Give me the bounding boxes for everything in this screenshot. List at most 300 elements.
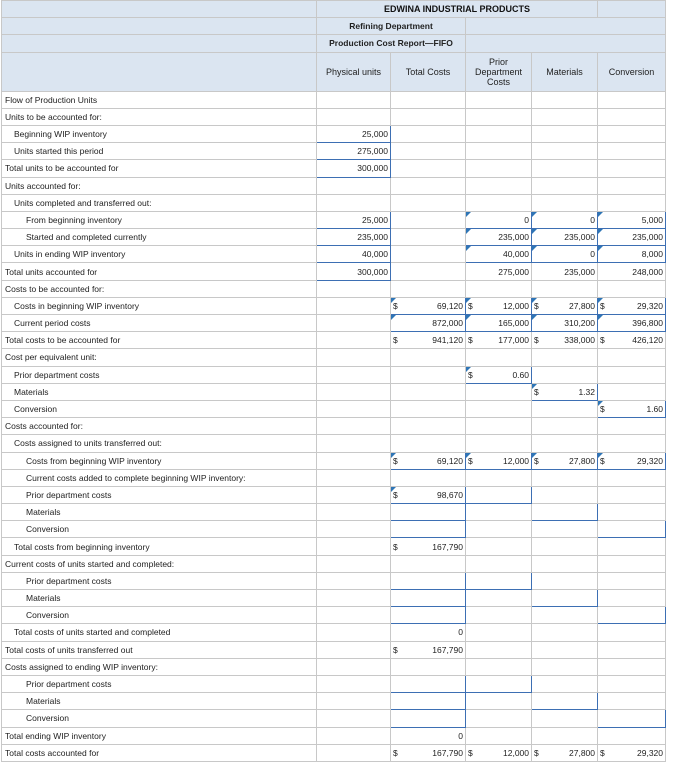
- cell-value: 1.32: [578, 386, 595, 397]
- cell-mat[interactable]: [532, 693, 598, 710]
- cell-prior[interactable]: 40,000: [466, 246, 532, 263]
- cell-mat[interactable]: [532, 590, 598, 607]
- currency-symbol: $: [393, 300, 398, 311]
- cell-value: 338,000: [564, 335, 595, 346]
- row-label: Total costs of units started and completed: [2, 624, 317, 641]
- cell-prior[interactable]: [466, 452, 532, 469]
- table-row: [2, 400, 666, 417]
- cell-mat[interactable]: 0: [532, 211, 598, 228]
- row-label: From beginning inventory: [2, 211, 317, 228]
- cell-mat: [532, 624, 598, 641]
- cell-phys: [317, 418, 391, 435]
- cell-conv: [598, 486, 666, 503]
- cell-conv: [598, 194, 666, 211]
- cell-conv: [598, 418, 666, 435]
- cell-total[interactable]: [391, 572, 466, 589]
- cell-value: 167,790: [432, 541, 463, 552]
- cell-total: [391, 108, 466, 125]
- cell-mat[interactable]: [532, 297, 598, 314]
- row-label: Conversion: [2, 607, 317, 624]
- cell-total[interactable]: [391, 452, 466, 469]
- cell-mat: [532, 91, 598, 108]
- cell-total: 0: [391, 727, 466, 744]
- cell-phys: [317, 383, 391, 400]
- table-row: [2, 555, 666, 572]
- cell-conv: [598, 538, 666, 555]
- cell-phys: [317, 744, 391, 761]
- cell-prior: [466, 143, 532, 160]
- cell-prior[interactable]: [466, 572, 532, 589]
- cell-mat: [532, 607, 598, 624]
- table-row: [2, 744, 666, 761]
- cell-conv[interactable]: [598, 400, 666, 417]
- cell-mat: [532, 194, 598, 211]
- cell-total: [391, 280, 466, 297]
- cell-phys[interactable]: 40,000: [317, 246, 391, 263]
- cell-prior: [466, 383, 532, 400]
- company-title: EDWINA INDUSTRIAL PRODUCTS: [317, 1, 598, 18]
- cell-total: 0: [391, 624, 466, 641]
- cell-total[interactable]: [391, 590, 466, 607]
- row-label: Total costs to be accounted for: [2, 332, 317, 349]
- currency-symbol: $: [468, 335, 473, 346]
- cell-mat: [532, 658, 598, 675]
- cell-conv[interactable]: [598, 710, 666, 727]
- table-row: [2, 177, 666, 194]
- cell-conv: [598, 658, 666, 675]
- cell-conv: [598, 177, 666, 194]
- table-row: [2, 658, 666, 675]
- col-header-materials: Materials: [532, 52, 598, 91]
- table-row: [2, 675, 666, 692]
- cell-conv: [598, 332, 666, 349]
- cell-value: 167,790: [432, 747, 463, 758]
- cell-value: 29,320: [637, 455, 663, 466]
- cell-total: [391, 160, 466, 177]
- cell-mat: [532, 572, 598, 589]
- cell-prior: [466, 177, 532, 194]
- table-row: [2, 211, 666, 228]
- cell-phys: [317, 108, 391, 125]
- cell-mat: [532, 177, 598, 194]
- cell-conv: [598, 693, 666, 710]
- currency-symbol: $: [600, 404, 605, 415]
- table-row: [2, 263, 666, 280]
- cell-total[interactable]: [391, 675, 466, 692]
- cell-value: 29,320: [637, 747, 663, 758]
- row-label: Total costs accounted for: [2, 744, 317, 761]
- cell-prior: [466, 435, 532, 452]
- row-label: Units started this period: [2, 143, 317, 160]
- cell-conv: [598, 160, 666, 177]
- cell-total[interactable]: [391, 504, 466, 521]
- cell-phys: [317, 521, 391, 538]
- cell-prior: [466, 332, 532, 349]
- cell-total: [391, 538, 466, 555]
- cell-conv[interactable]: 396,800: [598, 315, 666, 332]
- cell-conv: [598, 641, 666, 658]
- cell-total: [391, 211, 466, 228]
- cell-conv: [598, 675, 666, 692]
- report-title: Production Cost Report—FIFO: [317, 35, 466, 52]
- row-label: Units completed and transferred out:: [2, 194, 317, 211]
- cell-conv: [598, 572, 666, 589]
- col-header-total-costs: Total Costs: [391, 52, 466, 91]
- table-row: [2, 315, 666, 332]
- currency-symbol: $: [393, 644, 398, 655]
- cell-phys[interactable]: 235,000: [317, 229, 391, 246]
- cell-total: [391, 383, 466, 400]
- currency-symbol: $: [393, 455, 398, 466]
- cell-prior: [466, 504, 532, 521]
- cell-total[interactable]: [391, 693, 466, 710]
- cell-value: 12,000: [503, 747, 529, 758]
- cell-phys: [317, 727, 391, 744]
- cell-value: 69,120: [437, 300, 463, 311]
- cell-mat: [532, 555, 598, 572]
- table-row: [2, 624, 666, 641]
- cell-mat: [532, 349, 598, 366]
- cell-conv[interactable]: [598, 521, 666, 538]
- cell-phys: [317, 504, 391, 521]
- cell-prior: [466, 641, 532, 658]
- table-row: [2, 108, 666, 125]
- cell-prior: [466, 418, 532, 435]
- cell-conv: [598, 91, 666, 108]
- cell-conv[interactable]: [598, 607, 666, 624]
- cell-conv: 248,000: [598, 263, 666, 280]
- cell-phys: [317, 469, 391, 486]
- cell-phys[interactable]: 300,000: [317, 263, 391, 280]
- cell-phys: [317, 435, 391, 452]
- row-label: Costs from beginning WIP inventory: [2, 452, 317, 469]
- cell-phys[interactable]: 275,000: [317, 143, 391, 160]
- table-row: [2, 125, 666, 142]
- table-row: [2, 693, 666, 710]
- cell-conv: [598, 727, 666, 744]
- cell-phys[interactable]: 25,000: [317, 211, 391, 228]
- cell-mat: [532, 675, 598, 692]
- table-row: [2, 332, 666, 349]
- cell-prior: [466, 744, 532, 761]
- cell-phys: [317, 624, 391, 641]
- cell-phys: [317, 400, 391, 417]
- cell-value: 12,000: [503, 300, 529, 311]
- cell-prior[interactable]: 235,000: [466, 229, 532, 246]
- cell-mat: [532, 125, 598, 142]
- cell-total: [391, 555, 466, 572]
- cell-prior: [466, 469, 532, 486]
- row-label: Started and completed currently: [2, 229, 317, 246]
- cell-value: 426,120: [632, 335, 663, 346]
- row-label: Prior department costs: [2, 572, 317, 589]
- cell-conv: [598, 143, 666, 160]
- cell-prior: [466, 538, 532, 555]
- row-label: Total units accounted for: [2, 263, 317, 280]
- table-row: [2, 504, 666, 521]
- cell-phys: [317, 280, 391, 297]
- cell-prior: [466, 624, 532, 641]
- row-label: Conversion: [2, 521, 317, 538]
- currency-symbol: $: [600, 335, 605, 346]
- cell-conv: [598, 504, 666, 521]
- cell-mat: [532, 486, 598, 503]
- cell-phys: [317, 486, 391, 503]
- cell-total: [391, 177, 466, 194]
- cell-phys: [317, 452, 391, 469]
- cell-total[interactable]: [391, 297, 466, 314]
- table-row: [2, 469, 666, 486]
- row-label: Units to be accounted for:: [2, 108, 317, 125]
- cell-prior[interactable]: 165,000: [466, 315, 532, 332]
- cell-phys: [317, 675, 391, 692]
- row-label: Conversion: [2, 400, 317, 417]
- currency-symbol: $: [534, 455, 539, 466]
- cell-total: [391, 143, 466, 160]
- cell-phys: [317, 194, 391, 211]
- cell-mat: [532, 280, 598, 297]
- cell-total[interactable]: 872,000: [391, 315, 466, 332]
- row-label: Prior department costs: [2, 486, 317, 503]
- cell-mat: [532, 400, 598, 417]
- cell-prior[interactable]: [466, 366, 532, 383]
- cell-phys: [317, 315, 391, 332]
- cell-prior: [466, 91, 532, 108]
- table-row: [2, 727, 666, 744]
- cell-conv[interactable]: [598, 297, 666, 314]
- row-label: Materials: [2, 590, 317, 607]
- cell-mat: [532, 160, 598, 177]
- table-row: [2, 143, 666, 160]
- cell-mat: [532, 641, 598, 658]
- cell-total: [391, 418, 466, 435]
- cell-total[interactable]: [391, 710, 466, 727]
- row-label: Costs assigned to ending WIP inventory:: [2, 658, 317, 675]
- row-label: Costs to be accounted for:: [2, 280, 317, 297]
- table-row: [2, 607, 666, 624]
- cell-value: 27,800: [569, 300, 595, 311]
- row-label: Costs in beginning WIP inventory: [2, 297, 317, 314]
- cell-phys: [317, 555, 391, 572]
- currency-symbol: $: [468, 747, 473, 758]
- currency-symbol: $: [600, 747, 605, 758]
- row-label: Units accounted for:: [2, 177, 317, 194]
- cell-value: 29,320: [637, 300, 663, 311]
- cell-total: [391, 469, 466, 486]
- cell-total: [391, 658, 466, 675]
- cell-conv[interactable]: 5,000: [598, 211, 666, 228]
- cell-total: [391, 194, 466, 211]
- cell-conv: [598, 744, 666, 761]
- cell-mat: 235,000: [532, 263, 598, 280]
- cell-value: 98,670: [437, 489, 463, 500]
- currency-symbol: $: [534, 386, 539, 397]
- cell-mat[interactable]: 0: [532, 246, 598, 263]
- cell-prior[interactable]: [466, 486, 532, 503]
- cell-prior[interactable]: 0: [466, 211, 532, 228]
- cell-conv[interactable]: 8,000: [598, 246, 666, 263]
- table-row: [2, 435, 666, 452]
- cell-phys: [317, 607, 391, 624]
- cell-value: 167,790: [432, 644, 463, 655]
- cell-mat: [532, 744, 598, 761]
- col-header-prior-department-costs: Prior Department Costs: [466, 52, 532, 91]
- cell-phys: [317, 366, 391, 383]
- cell-value: 941,120: [432, 335, 463, 346]
- row-label: Total costs from beginning inventory: [2, 538, 317, 555]
- cell-mat: [532, 366, 598, 383]
- row-label: Total ending WIP inventory: [2, 727, 317, 744]
- cell-mat: [532, 332, 598, 349]
- cell-phys: [317, 693, 391, 710]
- cell-conv[interactable]: 235,000: [598, 229, 666, 246]
- cell-mat: [532, 418, 598, 435]
- table-row: [2, 452, 666, 469]
- cell-prior: [466, 349, 532, 366]
- cell-mat[interactable]: [532, 452, 598, 469]
- cell-conv: [598, 555, 666, 572]
- cell-prior: [466, 658, 532, 675]
- table-row: [2, 418, 666, 435]
- cell-value: 177,000: [498, 335, 529, 346]
- currency-symbol: $: [468, 455, 473, 466]
- cell-value: 27,800: [569, 747, 595, 758]
- table-row: [2, 590, 666, 607]
- cell-total: [391, 435, 466, 452]
- row-label: Beginning WIP inventory: [2, 125, 317, 142]
- cell-prior: [466, 710, 532, 727]
- cell-mat: [532, 435, 598, 452]
- cell-mat[interactable]: 310,200: [532, 315, 598, 332]
- table-row: [2, 349, 666, 366]
- cell-total[interactable]: [391, 607, 466, 624]
- cell-mat: [532, 710, 598, 727]
- cell-phys: [317, 641, 391, 658]
- currency-symbol: $: [600, 455, 605, 466]
- cell-mat[interactable]: [532, 504, 598, 521]
- row-label: Costs accounted for:: [2, 418, 317, 435]
- cell-phys[interactable]: 300,000: [317, 160, 391, 177]
- cell-conv: [598, 590, 666, 607]
- cell-total: [391, 91, 466, 108]
- row-label: Flow of Production Units: [2, 91, 317, 108]
- cell-conv: [598, 624, 666, 641]
- cell-prior: [466, 194, 532, 211]
- cell-conv: [598, 280, 666, 297]
- currency-symbol: $: [534, 747, 539, 758]
- cell-total: [391, 400, 466, 417]
- cell-total: [391, 349, 466, 366]
- table-row: [2, 229, 666, 246]
- cell-prior: [466, 280, 532, 297]
- cell-total: [391, 366, 466, 383]
- cell-total: [391, 229, 466, 246]
- cell-conv: [598, 108, 666, 125]
- cell-prior[interactable]: [466, 675, 532, 692]
- row-label: Costs assigned to units transferred out:: [2, 435, 317, 452]
- cell-prior[interactable]: [466, 297, 532, 314]
- cell-prior: [466, 555, 532, 572]
- cell-total: [391, 125, 466, 142]
- cell-prior: [466, 727, 532, 744]
- table-row: [2, 641, 666, 658]
- table-row: [2, 160, 666, 177]
- currency-symbol: $: [393, 747, 398, 758]
- cell-prior: [466, 607, 532, 624]
- row-label: Prior department costs: [2, 675, 317, 692]
- cell-prior: 275,000: [466, 263, 532, 280]
- cell-mat: [532, 143, 598, 160]
- cell-prior: [466, 160, 532, 177]
- cell-total: [391, 246, 466, 263]
- cell-value: 0.60: [512, 369, 529, 380]
- cell-prior: [466, 108, 532, 125]
- row-label: Cost per equivalent unit:: [2, 349, 317, 366]
- cell-total[interactable]: [391, 521, 466, 538]
- cell-total: [391, 263, 466, 280]
- cell-total[interactable]: [391, 486, 466, 503]
- cell-prior: [466, 693, 532, 710]
- cell-prior: [466, 125, 532, 142]
- cell-total: [391, 641, 466, 658]
- cell-phys: [317, 91, 391, 108]
- row-label: Total units to be accounted for: [2, 160, 317, 177]
- cell-value: 12,000: [503, 455, 529, 466]
- currency-symbol: $: [393, 489, 398, 500]
- cell-mat[interactable]: 235,000: [532, 229, 598, 246]
- cell-mat: [532, 538, 598, 555]
- cell-phys: [317, 538, 391, 555]
- cell-conv: [598, 349, 666, 366]
- table-row: [2, 572, 666, 589]
- cell-phys: [317, 332, 391, 349]
- row-label: Materials: [2, 693, 317, 710]
- row-label: Materials: [2, 383, 317, 400]
- department-title: Refining Department: [317, 18, 466, 35]
- currency-symbol: $: [534, 335, 539, 346]
- cell-phys: [317, 177, 391, 194]
- cell-mat: [532, 727, 598, 744]
- cell-mat[interactable]: [532, 383, 598, 400]
- cell-mat: [532, 521, 598, 538]
- row-label: Total costs of units transferred out: [2, 641, 317, 658]
- cell-phys: [317, 349, 391, 366]
- cell-conv: [598, 125, 666, 142]
- cell-value: 27,800: [569, 455, 595, 466]
- row-label: Conversion: [2, 710, 317, 727]
- table-row: [2, 297, 666, 314]
- table-row: [2, 246, 666, 263]
- cell-conv: [598, 366, 666, 383]
- row-label: Current costs of units started and completed:: [2, 555, 317, 572]
- row-label: Materials: [2, 504, 317, 521]
- table-row: [2, 194, 666, 211]
- cell-conv[interactable]: [598, 452, 666, 469]
- cell-mat: [532, 469, 598, 486]
- cell-value: 69,120: [437, 455, 463, 466]
- currency-symbol: $: [393, 335, 398, 346]
- cell-phys[interactable]: 25,000: [317, 125, 391, 142]
- table-row: [2, 486, 666, 503]
- cell-phys: [317, 658, 391, 675]
- row-label: Prior department costs: [2, 366, 317, 383]
- table-row: [2, 521, 666, 538]
- table-row: [2, 366, 666, 383]
- cell-conv: [598, 469, 666, 486]
- cell-total: [391, 332, 466, 349]
- cell-phys: [317, 572, 391, 589]
- production-cost-report: [1, 0, 666, 762]
